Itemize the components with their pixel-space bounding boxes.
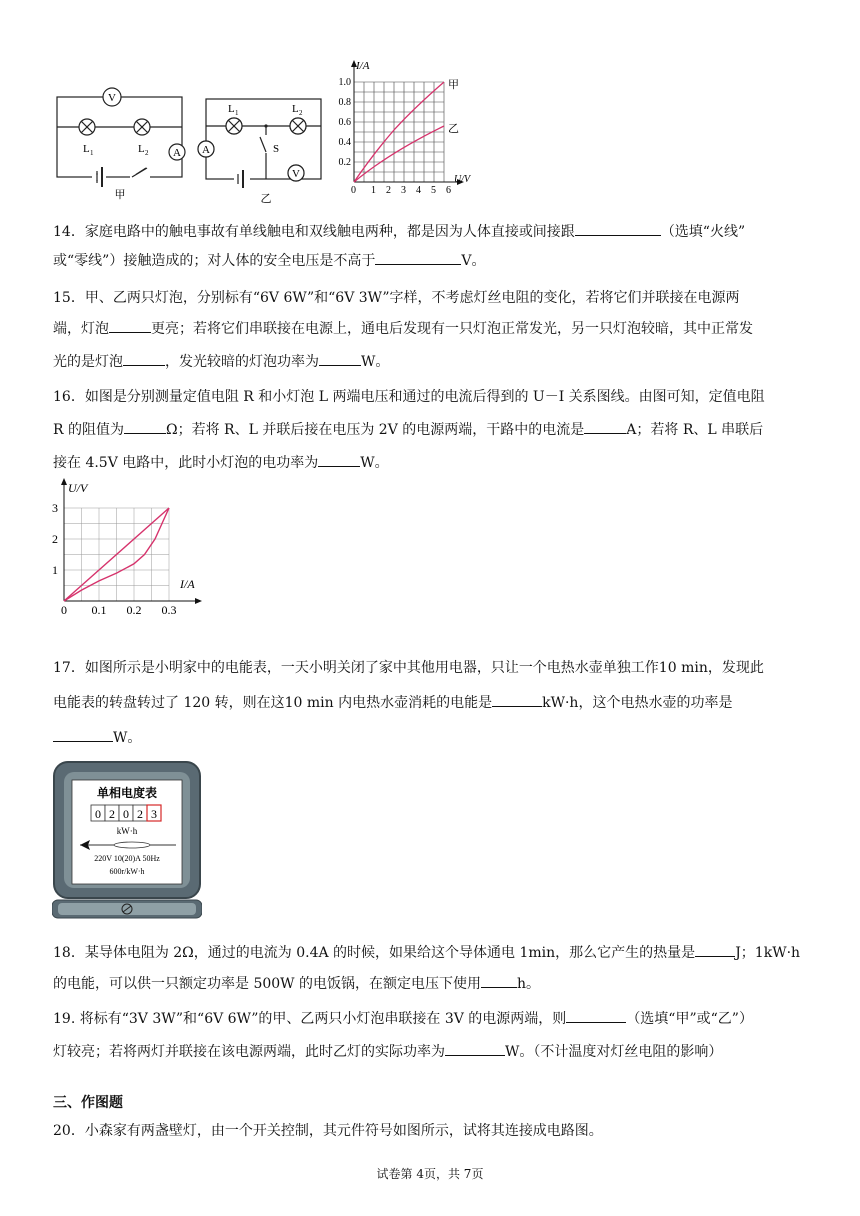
answer-blank[interactable]	[375, 250, 461, 265]
answer-blank[interactable]	[53, 727, 113, 742]
x-tick-label: 0.1	[91, 603, 107, 616]
x-tick: 2	[386, 185, 391, 193]
x-tick: 6	[446, 185, 451, 193]
switch-label: S	[273, 143, 280, 155]
answer-blank[interactable]	[481, 973, 517, 988]
y-tick-label: 2	[52, 532, 58, 546]
series-label-jia: 甲	[448, 79, 459, 91]
y-tick: 0.6	[338, 117, 351, 128]
lamp1-sub: 1	[235, 109, 239, 117]
y-tick: 1.0	[338, 77, 351, 88]
meter-spec-1: 220V 10(20)A 50Hz	[94, 854, 160, 863]
question-18-line-1: 18．某导体电阻为 2Ω，通过的电流为 0.4A 的时候，如果给这个导体通电 1min，那么它产生的热量是 J；1kW·h	[53, 942, 800, 962]
meter-digit: 0	[123, 807, 129, 821]
x-axis-label: U/V	[454, 174, 471, 185]
series-label-yi: 乙	[448, 123, 459, 135]
lamp2-sub: 2	[299, 109, 303, 117]
meter-spec-2: 600r/kW·h	[109, 867, 145, 876]
y-tick-label: 3	[52, 501, 58, 515]
figure-label-yi: 乙	[260, 193, 272, 205]
meter-unit: kW·h	[116, 826, 138, 836]
meter-digit: 2	[137, 807, 143, 821]
section-heading: 三、作图题	[53, 1095, 123, 1111]
question-14-line-2: 或“零线”）接触造成的；对人体的安全电压是不高于 V。	[53, 250, 485, 270]
question-19-line-2: 灯较亮；若将两灯并联接在该电源两端，此时乙灯的实际功率为 W。（不计温度对灯丝电阻的影响）	[53, 1041, 722, 1061]
question-14-line-1: 14．家庭电路中的触电事故有单线触电和双线触电两种，都是因为人体直接或间接跟 （选填“火线”	[53, 221, 745, 241]
answer-blank[interactable]	[445, 1041, 505, 1056]
x-axis-label: I/A	[180, 577, 195, 591]
meter-digit: 0	[95, 807, 101, 821]
circuit-diagram-yi	[196, 94, 331, 206]
page-footer: 试卷第 4页，共 7页	[376, 1167, 484, 1181]
x-tick-label: 0	[61, 603, 67, 616]
x-tick: 4	[416, 185, 421, 193]
voltmeter-label: V	[108, 92, 116, 104]
x-tick-label: 0.2	[126, 603, 142, 616]
y-axis-label: U/V	[68, 481, 88, 495]
lamp2-label: L	[292, 103, 299, 115]
question-15-line-2: 端，灯泡 更亮；若将它们串联接在电源上，通电后发现有一只灯泡正常发光，另一只灯泡较暗，其中正常发	[53, 318, 753, 338]
ammeter-label: A	[173, 147, 181, 159]
question-16-line-3: 接在 4.5V 电路中，此时小灯泡的电功率为 W。	[53, 452, 389, 472]
answer-blank[interactable]	[566, 1008, 626, 1023]
question-19-line-1: 19. 将标有“3V 3W”和“6V 6W”的甲、乙两只小灯泡串联接在 3V 的电源两端，则 （选填“甲”或“乙”）	[53, 1008, 753, 1028]
question-17-line-2: 电能表的转盘转过了 120 转，则在这10 min 内电热水壶消耗的电能是 kW·h，这个电热水壶的功率是	[53, 692, 732, 712]
x-tick: 3	[401, 185, 406, 193]
lamp1-label: L	[83, 143, 90, 155]
question-17-line-3: W。	[53, 727, 141, 747]
y-tick: 0.8	[338, 97, 351, 108]
x-tick-label: 0.3	[161, 603, 177, 616]
x-tick: 5	[431, 185, 436, 193]
circuit-diagram-jia	[52, 82, 187, 200]
question-15-line-1: 15．甲、乙两只灯泡，分别标有“6V 6W”和“6V 3W”字样，不考虑灯丝电阻的变化，若将它们并联接在电源两	[53, 290, 740, 306]
answer-blank[interactable]	[575, 221, 661, 236]
lamp2-sub: 2	[145, 149, 149, 157]
ammeter-label: A	[202, 144, 210, 156]
answer-blank[interactable]	[492, 692, 542, 707]
question-16-line-2: R 的阻值为 Ω；若将 R、L 并联后接在电压为 2V 的电源两端，干路中的电流是 A；若将 R、L 串联后	[53, 419, 763, 439]
lamp2-label: L	[138, 143, 145, 155]
x-tick: 1	[371, 185, 376, 193]
answer-blank[interactable]	[109, 318, 151, 333]
meter-title: 单相电度表	[96, 786, 158, 800]
x-tick: 0	[351, 185, 356, 193]
answer-blank[interactable]	[695, 942, 735, 957]
lamp1-sub: 1	[90, 149, 94, 157]
iu-graph	[334, 58, 484, 193]
electric-meter	[52, 760, 202, 922]
ui-graph	[46, 476, 216, 616]
question-20: 20．小森家有两盏壁灯，由一个开关控制，其元件符号如图所示，试将其连接成电路图。	[53, 1123, 603, 1139]
question-17-line-1: 17．如图所示是小明家中的电能表，一天小明关闭了家中其他用电器，只让一个电热水壶单独工作10 min，发现此	[53, 660, 764, 676]
lamp1-label: L	[228, 103, 235, 115]
voltmeter-label: V	[292, 168, 300, 180]
y-tick: 0.2	[338, 157, 351, 168]
question-15-line-3: 光的是灯泡 ，发光较暗的灯泡功率为 W。	[53, 351, 389, 371]
y-tick-label: 1	[52, 563, 58, 577]
y-tick: 0.4	[338, 137, 351, 148]
answer-blank[interactable]	[123, 351, 165, 366]
y-axis-label: I/A	[356, 60, 370, 72]
meter-digit: 2	[109, 807, 115, 821]
answer-blank[interactable]	[124, 419, 166, 434]
meter-digit: 3	[151, 807, 157, 821]
answer-blank[interactable]	[584, 419, 626, 434]
question-18-line-2: 的电能，可以供一只额定功率是 500W 的电饭锅，在额定电压下使用 h。	[53, 973, 540, 993]
answer-blank[interactable]	[319, 351, 361, 366]
figure-label-jia: 甲	[114, 189, 126, 200]
answer-blank[interactable]	[318, 452, 360, 467]
question-16-line-1: 16．如图是分别测量定值电阻 R 和小灯泡 L 两端电压和通过的电流后得到的 U－I 关系图线。由图可知，定值电阻	[53, 389, 765, 405]
